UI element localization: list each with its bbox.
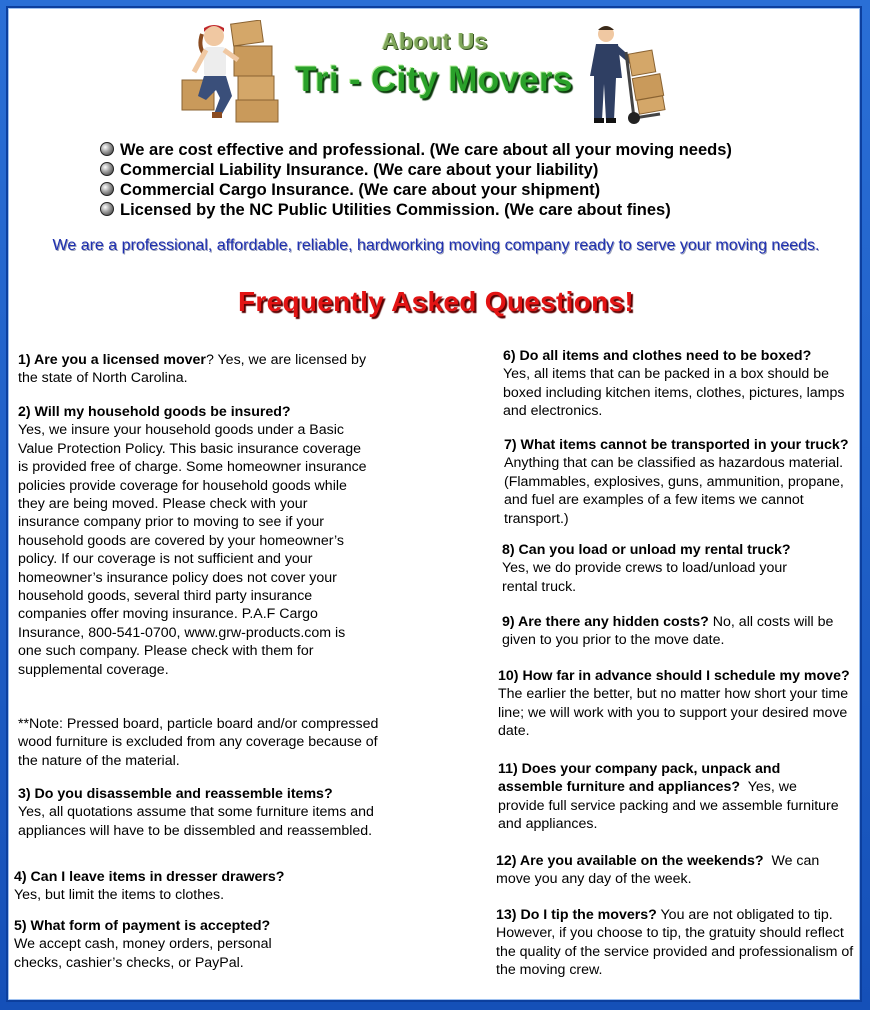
faq-answer: The earlier the better, but no matter how short your time line; we will work with you to support your desired move date. [498, 686, 849, 740]
faq-note: **Note: Pressed board, particle board and/or compressed wood furniture is excluded from any coverage because of the nature of the material. [18, 716, 379, 769]
header [8, 8, 864, 133]
bullet-icon [100, 142, 114, 156]
faq-heading: Frequently Asked Questions! [237, 286, 635, 317]
company-name: Tri - City Movers [295, 60, 573, 99]
faq-item-4 [14, 868, 384, 905]
mover-with-handtruck-image [586, 22, 678, 126]
faq-question: 10) How far in advance should I schedule my move? [498, 668, 850, 684]
feature-item: Commercial Liability Insurance. (We care about your liability) [100, 160, 820, 180]
faq-question: 4) Can I leave items in dresser drawers? [14, 869, 285, 885]
faq-answer: Anything that can be classified as hazardous material. (Flammables, explosives, guns, ammunition, propane, and fuel are examples of a few items we cannot transport.) [504, 455, 844, 527]
faq-answer: Yes, we provide full service packing and we assemble furniture and appliances. [498, 779, 839, 833]
faq-question: 8) Can you load or unload my rental truck? [502, 542, 791, 558]
faq-answer: Yes, we do provide crews to load/unload your rental truck. [502, 560, 787, 595]
feature-list [100, 140, 820, 220]
faq-question: 5) What form of payment is accepted? [14, 918, 271, 934]
faq-answer: ? Yes, we are licensed by the state of North Carolina. [18, 352, 367, 387]
faq-item-6 [503, 347, 851, 421]
faq-question: 3) Do you disassemble and reassemble items? [18, 786, 333, 802]
faq-question: 12) Are you available on the weekends? [496, 853, 764, 869]
faq-answer: You are not obligated to tip. However, if you choose to tip, the gratuity should reflect the quality of the service provided and professionalism of the moving crew. [496, 907, 854, 979]
feature-item: Commercial Cargo Insurance. (We care about your shipment) [100, 180, 820, 200]
faq-answer: Yes, all quotations assume that some furniture items and appliances will have to be dissembled and reassembled. [18, 804, 374, 839]
faq-answer: No, all costs will be given to you prior to the move date. [502, 614, 834, 649]
faq-item-12 [496, 852, 832, 889]
content-panel [6, 6, 862, 1002]
feature-item: Licensed by the NC Public Utilities Commission. (We care about fines) [100, 200, 820, 220]
about-us-heading: About Us [381, 28, 489, 54]
faq-question: 2) Will my household goods be insured? [18, 404, 291, 420]
faq-item-7 [504, 436, 856, 528]
bullet-icon [100, 182, 114, 196]
bullet-icon [100, 202, 114, 216]
woman-with-boxes-image [180, 20, 280, 124]
faq-answer: We accept cash, money orders, personal checks, cashier’s checks, or PayPal. [14, 936, 272, 971]
feature-item: We are cost effective and professional. (We care about all your moving needs) [100, 140, 820, 160]
faq-question: 9) Are there any hidden costs? [502, 614, 709, 630]
faq-answer: We can move you any day of the week. [496, 853, 820, 888]
faq-answer: Yes, all items that can be packed in a box should be boxed including kitchen items, clothes, pictures, lamps and electronics. [503, 366, 845, 420]
faq-item-8 [502, 541, 818, 596]
faq-item-9 [502, 613, 854, 650]
faq-item-11 [498, 760, 842, 834]
faq-answer: Yes, we insure your household goods under a Basic Value Protection Policy. This basic insurance coverage is provided free of charge. Some homeowner insurance policies provide coverage for household goods while they are being moved. Please check with your insurance company prior to moving to see if your household goods are covered by your homeowner’s policy. If our coverage is not sufficient and your homeowner’s insurance policy does not cover your household goods, several third party insurance companies offer moving insurance. P.A.F Cargo Insurance, 800-541-0700, www.grw-products.com is one such company. Please check with them for supplemental coverage. [18, 422, 367, 678]
faq-question: 7) What items cannot be transported in your truck? [504, 437, 849, 453]
faq-item-13 [496, 906, 858, 980]
faq-question: 6) Do all items and clothes need to be boxed? [503, 348, 812, 364]
faq-item-10 [498, 667, 854, 741]
faq-question: 13) Do I tip the movers? [496, 907, 657, 923]
faq-question: 11) Does your company pack, unpack and assemble furniture and appliances? [498, 761, 781, 796]
faq-item-3 [18, 785, 374, 840]
bullet-icon [100, 162, 114, 176]
faq-item-2 [18, 403, 370, 679]
faq-item-1 [18, 351, 388, 388]
faq-item-5 [14, 917, 306, 972]
faq-question: 1) Are you a licensed mover [18, 352, 206, 368]
faq-answer: Yes, but limit the items to clothes. [14, 887, 225, 904]
company-tagline: We are a professional, affordable, reliable, hardworking moving company ready to serve your moving needs. [52, 237, 820, 254]
